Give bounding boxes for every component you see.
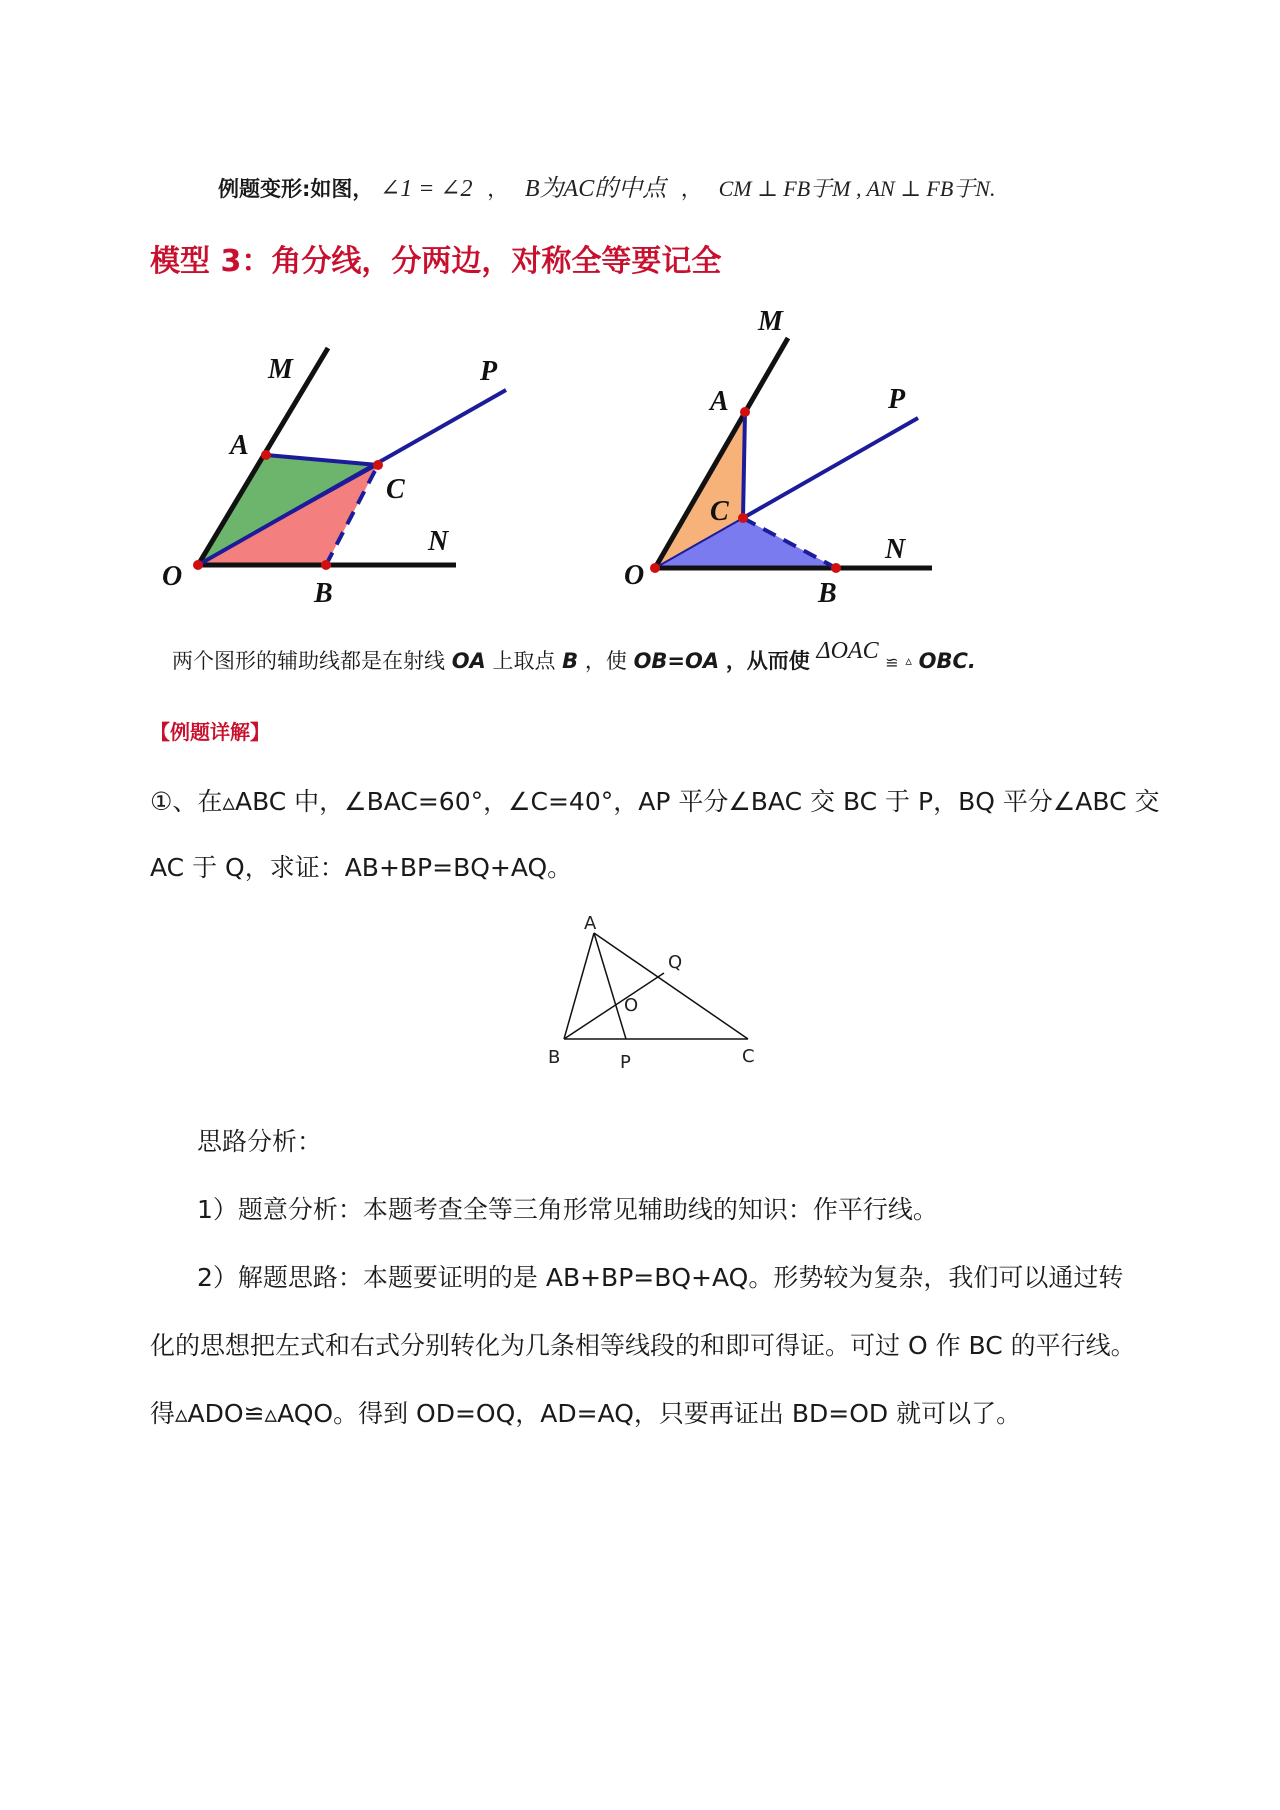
bisector-ap (594, 933, 626, 1039)
label-b: B (818, 578, 837, 609)
point-b (321, 560, 331, 570)
analysis-item-1: 1）题意分析：本题考查全等三角形常见辅助线的知识：作平行线。 (197, 1195, 938, 1224)
bisector-bq (564, 973, 664, 1039)
point-a (740, 407, 750, 417)
analysis-item-3: 化的思想把左式和右式分别转化为几条相等线段的和即可得证。可过 O 作 BC 的平行线。 (150, 1331, 1136, 1360)
triangle-figure (540, 915, 770, 1080)
point-c (373, 460, 383, 470)
note-b: B (562, 649, 579, 673)
note-text-3: ，使 (584, 649, 627, 673)
note-triangle-oac: ΔOAC (816, 638, 879, 664)
point-c (738, 513, 748, 523)
figure-left (150, 330, 530, 610)
side-ac (594, 933, 748, 1039)
figure-right (610, 300, 950, 610)
problem-line-2: AC 于 Q，求证：AB+BP=BQ+AQ。 (150, 853, 573, 882)
label-m: M (758, 306, 783, 337)
problem-line-1: ①、在▵ABC 中，∠BAC=60°，∠C=40°，AP 平分∠BAC 交 BC 于 P，BQ 平分∠ABC 交 (150, 787, 1160, 816)
model-title: 模型 3：角分线，分两边，对称全等要记全 (150, 244, 722, 279)
label-c: C (710, 496, 729, 527)
example-detail-heading: 【例题详解】 (150, 720, 270, 744)
label-p: P (620, 1052, 631, 1073)
point-o (193, 560, 203, 570)
label-a: A (584, 915, 597, 934)
midpoint-statement: B为AC的中点 (524, 176, 667, 202)
label-p: P (888, 384, 906, 415)
label-c: C (386, 474, 405, 505)
point-a (261, 450, 271, 460)
note-equation: OB=OA (633, 649, 720, 673)
label-p: P (480, 356, 498, 387)
note-oa: OA (451, 649, 486, 673)
point-o (650, 563, 660, 573)
label-n: N (428, 526, 449, 557)
point-b (831, 563, 841, 573)
note-text-4: ，从而使 (725, 649, 810, 673)
label-o: O (624, 560, 645, 591)
label-c: C (742, 1046, 755, 1067)
analysis-item-2: 2）解题思路：本题要证明的是 AB+BP=BQ+AQ。形势较为复杂，我们可以通过转 (197, 1263, 1124, 1292)
label-m: M (268, 354, 293, 385)
segment-ac (743, 412, 745, 518)
label-a: A (230, 430, 249, 461)
note-text-1: 两个图形的辅助线都是在射线 (172, 649, 445, 673)
note-triangle-obc: OBC. (918, 649, 976, 673)
note-text-2: 上取点 (492, 649, 556, 673)
figure-note (172, 638, 976, 675)
triangle-mark: ▵ (905, 654, 912, 669)
label-b: B (548, 1047, 561, 1068)
analysis-heading: 思路分析： (197, 1127, 323, 1156)
ray-cp (743, 418, 918, 518)
variant-label: 例题变形:如图， (218, 177, 374, 201)
label-n: N (885, 534, 906, 565)
label-q: Q (668, 952, 683, 973)
separator: ， (680, 177, 702, 201)
variant-line (218, 168, 995, 203)
analysis-item-4: 得▵ADO≌▵AQO。得到 OD=OQ，AD=AQ，只要再证出 BD=OD 就可以了。 (150, 1399, 1022, 1428)
label-b: B (314, 578, 333, 609)
label-o: O (162, 561, 183, 592)
congruent-symbol: ≌ (885, 653, 899, 672)
label-a: A (710, 386, 729, 417)
angle-equation: ∠1 = ∠2 (380, 176, 473, 202)
side-ab (564, 933, 594, 1039)
perpendicular-statement: CM ⊥ FB于M , AN ⊥ FB于N. (718, 176, 996, 201)
label-o: O (624, 995, 639, 1016)
separator: ， (487, 177, 509, 201)
